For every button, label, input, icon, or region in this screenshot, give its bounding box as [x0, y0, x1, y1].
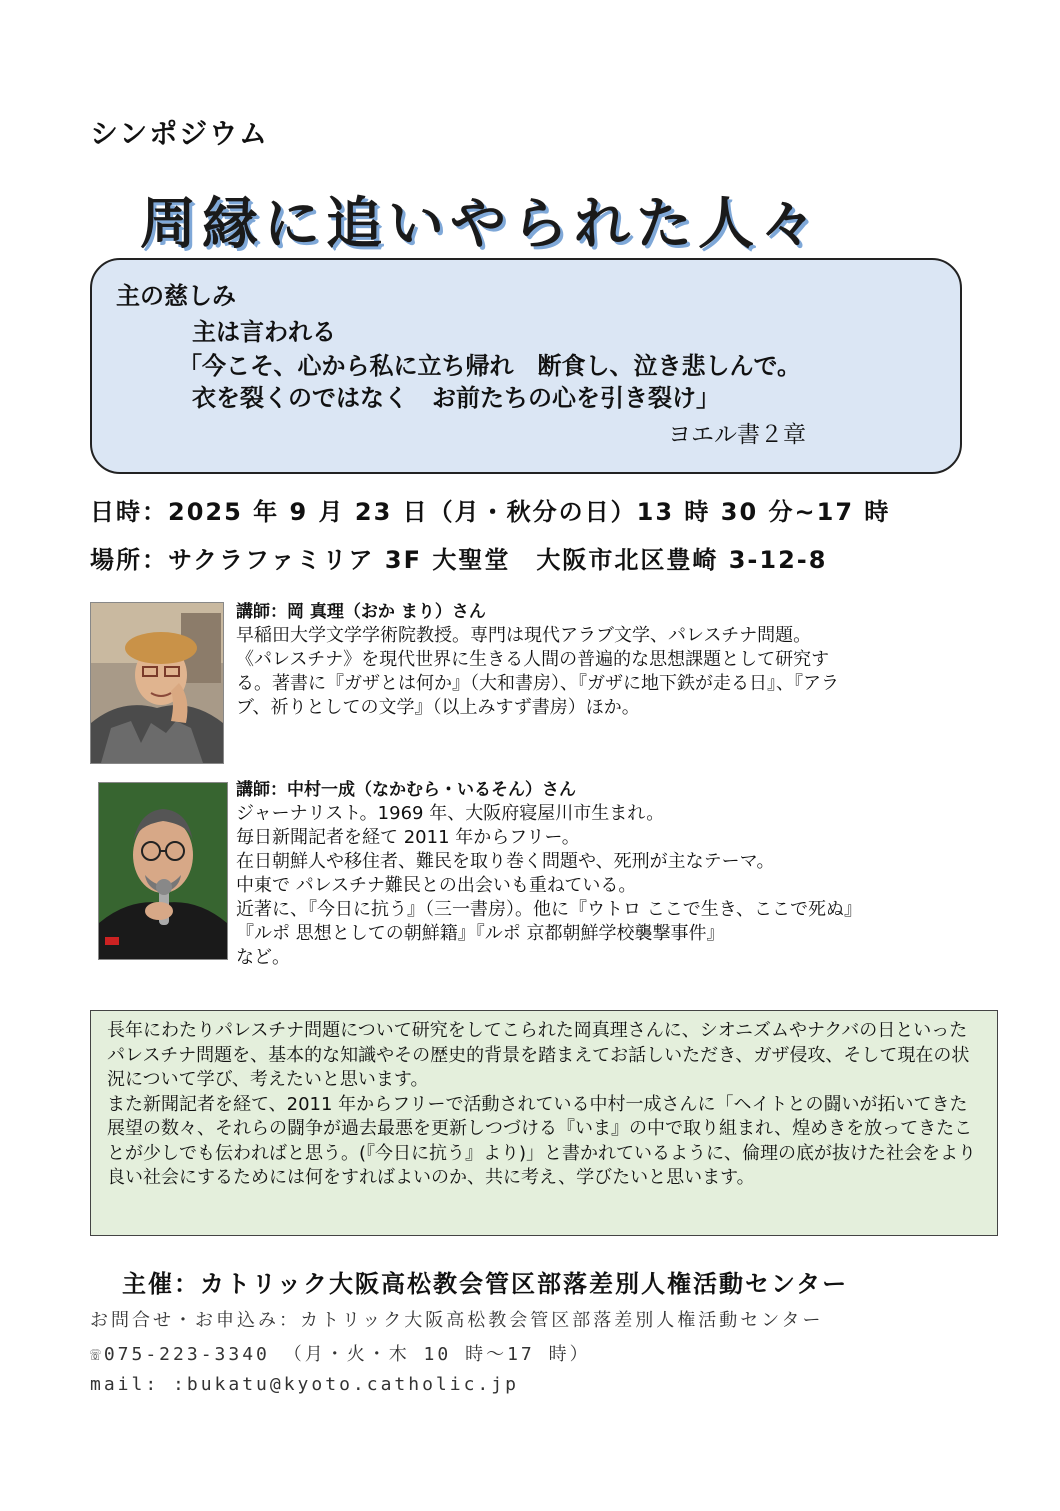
speaker-2-bio-line: ジャーナリスト。1969 年、大阪府寝屋川市生まれ。: [236, 803, 665, 824]
inquiry-line: お問合せ・お申込み：カトリック大阪高松教会管区部落差別人権活動センター: [90, 1310, 824, 1331]
speaker-1-bio-line: ブ、祈りとしての文学』（以上みすず書房）ほか。: [236, 697, 640, 718]
summary-box: [90, 1010, 998, 1236]
speaker-1-photo: [90, 602, 224, 764]
speaker-2-name: 講師：中村一成（なかむら・いるそん）さん: [236, 780, 576, 800]
event-type-label: シンポジウム: [90, 117, 270, 150]
speaker-1-bio-line: 早稲田大学文学学術院教授。専門は現代アラブ文学、パレスチナ問題。: [236, 625, 812, 646]
speaker-1-name: 講師：岡 真理（おか まり）さん: [236, 602, 486, 622]
scripture-intro: 主は言われる: [192, 318, 336, 346]
scripture-reference: ヨエル書２章: [668, 422, 806, 448]
scripture-heading: 主の慈しみ: [116, 282, 236, 310]
summary-paragraph-2: また新聞記者を経て、2011 年からフリーで活動されている中村一成さんに「ヘイトとの闘いが拓いてきた展望の数々、それらの闘争が過去最悪を更新しつづける『いま』の中で取り組まれ、煌めきを放ってきたことが少しでも伝わればと思う。(『今日に抗う』より)」と書かれているように、倫理の底が抜けた社会をより良い社会にするためには何をすればよいのか、共に考え、学びたいと思います。: [107, 1093, 977, 1188]
speaker-2-bio-line: 『ルポ 思想としての朝鮮籍』『ルポ 京都朝鮮学校襲撃事件』: [236, 923, 725, 944]
scripture-box: [90, 258, 962, 474]
speaker-2-photo: [98, 782, 228, 960]
summary-paragraph-1: 長年にわたりパレスチナ問題について研究をしてこられた岡真理さんに、シオニズムやナクバの日といったパレスチナ問題を、基本的な知識やその歴史的背景を踏まえてお話しいただき、ガザ侵攻、そして現在の状況について学び、考えたいと思います。: [107, 1020, 970, 1090]
speaker-2-bio-line: など。: [236, 947, 290, 968]
speaker-1-bio-line: る。著書に『ガザとは何か』（大和書房）、『ガザに地下鉄が走る日』、『アラ: [236, 673, 839, 694]
scripture-quote-line-2: 衣を裂くのではなく お前たちの心を引き裂け」: [192, 384, 720, 412]
phone-line: ☏075-223-3340 （月・火・木 10 時～17 時）: [90, 1344, 591, 1365]
page-title: 周縁に追いやられた人々: [140, 192, 822, 257]
speaker-2-bio-line: 在日朝鮮人や移住者、難民を取り巻く問題や、死刑が主なテーマ。: [236, 851, 775, 872]
speaker-2-bio-line: 毎日新聞記者を経て 2011 年からフリー。: [236, 827, 580, 848]
organizer: 主催：カトリック大阪高松教会管区部落差別人権活動センター: [122, 1270, 849, 1298]
event-datetime: 日時：2025 年 9 月 23 日（月・秋分の日）13 時 30 分~17 時: [90, 498, 891, 526]
mail-line: mail: :bukatu@kyoto.catholic.jp: [90, 1374, 519, 1395]
speaker-1-bio-line: 《パレスチナ》を現代世界に生きる人間の普遍的な思想課題として研究す: [236, 649, 830, 670]
scripture-quote-line-1: 「今こそ、心から私に立ち帰れ 断食し、泣き悲しんで。: [178, 352, 802, 380]
speaker-2-bio-line: 近著に、『今日に抗う』（三一書房）。他に『ウトロ ここで生き、ここで死ぬ』: [236, 899, 862, 920]
speaker-1-info: [236, 600, 839, 720]
speaker-2-info: [236, 778, 862, 970]
event-venue: 場所：サクラファミリア 3F 大聖堂 大阪市北区豊崎 3-12-8: [90, 546, 828, 574]
speaker-2-bio-line: 中東で パレスチナ難民との出会いも重ねている。: [236, 875, 637, 896]
